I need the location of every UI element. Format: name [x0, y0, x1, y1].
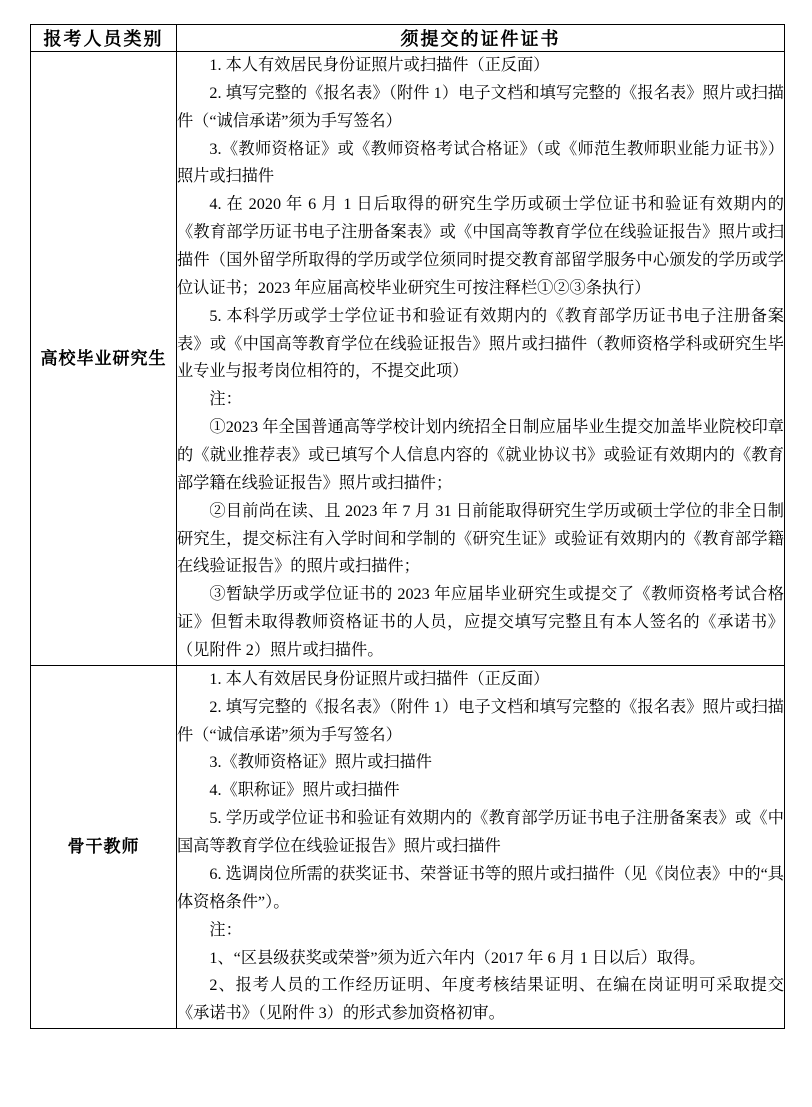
table-header [31, 25, 785, 52]
doc-note-label: 注： [209, 390, 242, 409]
doc-item: 2. 填写完整的《报名表》（附件 1）电子文档和填写完整的《报名表》照片或扫描件（“诚信承诺”须为手写签名） [177, 697, 784, 744]
table-header-row [31, 25, 785, 52]
category-cell-graduate: 高校毕业研究生 [31, 52, 177, 666]
doc-item: 6. 选调岗位所需的获奖证书、荣誉证书等的照片或扫描件（见《岗位表》中的“具体资格条件”）。 [177, 864, 784, 911]
doc-item: 1. 本人有效居民身份证照片或扫描件（正反面） [209, 56, 550, 74]
category-cell-backbone-teacher: 骨干教师 [31, 665, 177, 1028]
doc-note-item: ②目前尚在读、且 2023 年 7 月 31 日前能取得研究生学历或硕士学位的非全日制研究生，提交标注有入学时间和学制的《研究生证》或验证有效期内的《教育部学籍在线验证报告》的照片或扫描件； [177, 501, 784, 576]
doc-note-label: 注： [209, 920, 242, 939]
doc-item: 2. 填写完整的《报名表》（附件 1）电子文档和填写完整的《报名表》照片或扫描件（“诚信承诺”须为手写签名） [177, 83, 784, 130]
header-documents: 须提交的证件证书 [177, 25, 785, 52]
doc-item: 1. 本人有效居民身份证照片或扫描件（正反面） [209, 669, 550, 688]
doc-item: 3.《教师资格证》照片或扫描件 [209, 753, 432, 772]
doc-note-item: ①2023 年全国普通高等学校计划内统招全日制应届毕业生提交加盖毕业院校印章的《就业推荐表》或已填写个人信息内容的《就业协议书》或验证有效期内的《教育部学籍在线验证报告》照片或扫描件； [177, 418, 784, 492]
table-row [31, 665, 785, 1028]
doc-item: 4. 在 2020 年 6 月 1 日后取得的研究生学历或硕士学位证书和验证有效期内的《教育部学历证书电子注册备案表》或《中国高等教育学位在线验证报告》照片或扫描件（国外留学所取得的学历或学位须同时提交教育部留学服务中心颁发的学历或学位认证书；2023 年应届高校毕业研究生可按注释栏①②③条执行） [177, 195, 784, 297]
documents-cell-backbone-teacher [177, 665, 785, 1028]
doc-item: 5. 本科学历或学士学位证书和验证有效期内的《教育部学历证书电子注册备案表》或《中国高等教育学位在线验证报告》照片或扫描件（教师资格学科或研究生毕业专业与报考岗位相符的，不提交此项） [177, 306, 784, 381]
documents-cell-graduate [177, 52, 785, 666]
table-row [31, 52, 785, 666]
doc-item: 4.《职称证》照片或扫描件 [209, 781, 400, 800]
certificate-requirements-table [30, 24, 785, 1029]
doc-item: 5. 学历或学位证书和验证有效期内的《教育部学历证书电子注册备案表》或《中国高等教育学位在线验证报告》照片或扫描件 [177, 809, 784, 856]
doc-item: 3.《教师资格证》或《教师资格考试合格证》（或《师范生教师职业能力证书》）照片或扫描件 [177, 139, 784, 186]
header-category: 报考人员类别 [31, 25, 177, 52]
table-body [31, 52, 785, 1029]
doc-note-item: 2、报考人员的工作经历证明、年度考核结果证明、在编在岗证明可采取提交《承诺书》（见附件 3）的形式参加资格初审。 [177, 976, 784, 1023]
doc-note-item: 1、“区县级获奖或荣誉”须为近六年内（2017 年 6 月 1 日以后）取得。 [209, 948, 706, 967]
doc-note-item: ③暂缺学历或学位证书的 2023 年应届毕业研究生或提交了《教师资格考试合格证》但暂未取得教师资格证书的人员，应提交填写完整且有本人签名的《承诺书》（见附件 2）照片或扫描件。 [177, 585, 784, 660]
